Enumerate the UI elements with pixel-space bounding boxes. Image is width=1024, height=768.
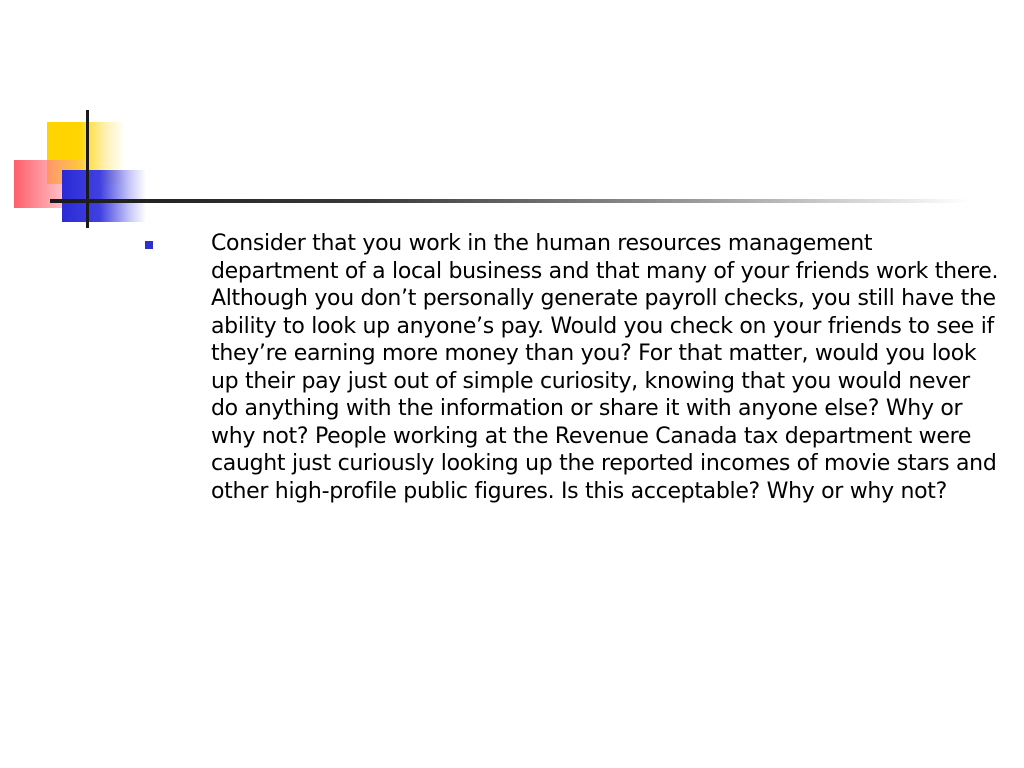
title-divider-rule: [50, 199, 970, 203]
logo-vertical-line: [86, 110, 89, 228]
logo-blue-square: [62, 170, 146, 222]
square-bullet-icon: [145, 241, 153, 249]
bullet-text: Consider that you work in the human resources management department of a local business and that many of your friends work there. Although you don’t personally generate payroll checks, you still have the ability to look up anyone’s pay. Would you check on your friends to see if they’re earning more money than you? For that matter, would you look up their pay just out of simple curiosity, knowing that you would never do anything with the information or share it with anyone else? Why or why not? People working at the Revenue Canada tax department were caught just curiously looking up the reported incomes of movie stars and other high-profile public figures. Is this acceptable? Why or why not?: [211, 231, 999, 504]
